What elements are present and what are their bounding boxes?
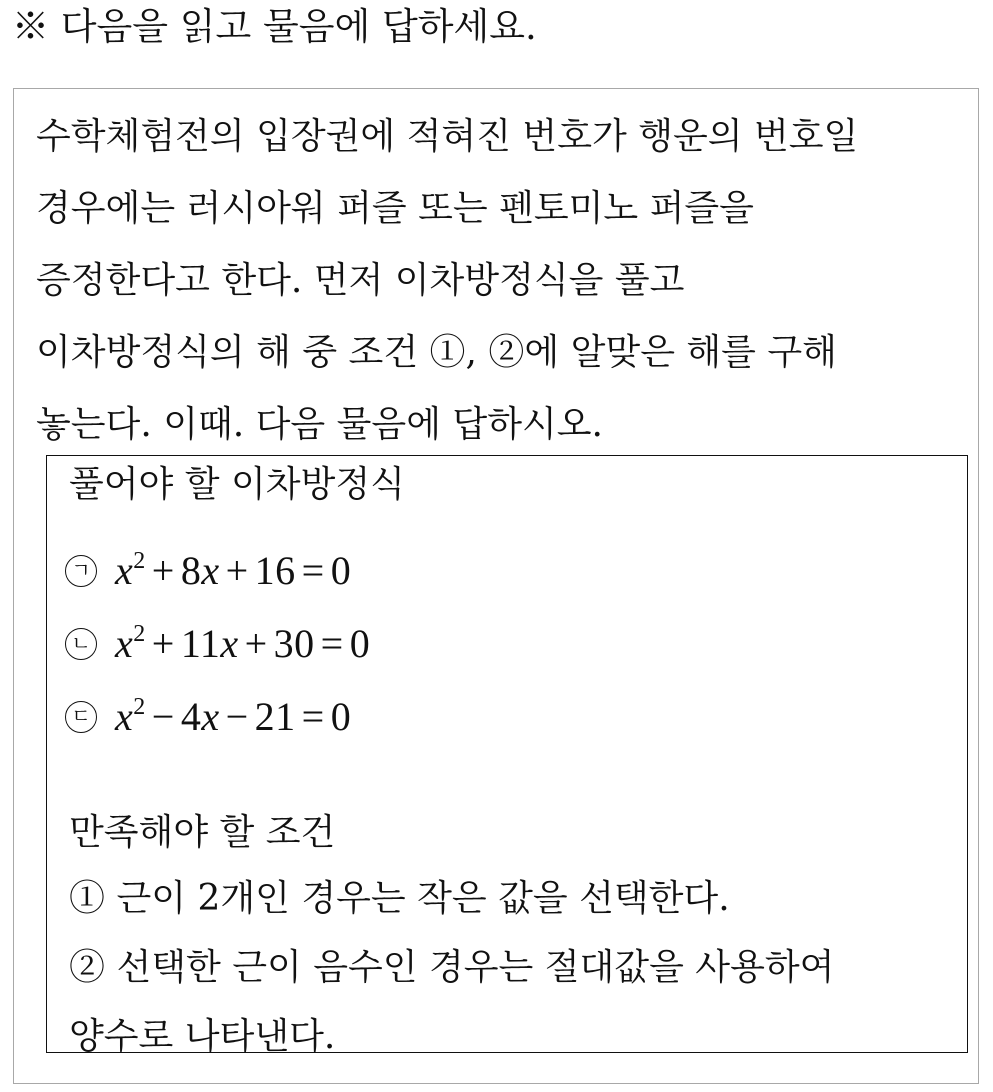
passage-line: 경우에는 러시아워 퍼즐 또는 펜토미노 퍼즐을 bbox=[36, 188, 754, 229]
equations-title: 풀어야 할 이차방정식 bbox=[69, 464, 405, 505]
passage-line: 놓는다. 이때. 다음 물음에 답하시오. bbox=[36, 404, 603, 445]
equation-item bbox=[65, 607, 370, 680]
equation: $x^2 + 11x + 30 = 0$ bbox=[115, 620, 371, 666]
passage-line: 수학체험전의 입장권에 적혀진 번호가 행운의 번호일 bbox=[36, 116, 859, 157]
condition-list bbox=[69, 874, 834, 1081]
conditions-title: 만족해야 할 조건 bbox=[69, 812, 336, 853]
equation: $x^2 + 8x + 16 = 0$ bbox=[115, 547, 352, 593]
passage-line: 증정한다고 한다. 먼저 이차방정식을 풀고 bbox=[36, 260, 685, 301]
problem-box bbox=[13, 88, 979, 1084]
equation: $x^2 - 4x - 21 = 0$ bbox=[115, 693, 352, 739]
condition-line: ① 근이 2개인 경우는 작은 값을 선택한다. bbox=[69, 878, 730, 919]
equation-list bbox=[65, 534, 370, 753]
equations-conditions-box bbox=[46, 455, 968, 1057]
passage-line: 이차방정식의 해 중 조건 ①, ②에 알맞은 해를 구해 bbox=[36, 332, 837, 373]
instruction-header: ※ 다음을 읽고 물음에 답하세요. bbox=[12, 5, 537, 48]
condition-line: ② 선택한 근이 음수인 경우는 절대값을 사용하여 bbox=[69, 947, 835, 988]
passage bbox=[36, 107, 858, 467]
equation-item bbox=[65, 680, 370, 753]
equation-item bbox=[65, 534, 370, 607]
circled-marker: ㄷ bbox=[65, 701, 97, 733]
circled-marker: ㄴ bbox=[65, 628, 97, 660]
condition-line: 양수로 나타낸다. bbox=[69, 1016, 336, 1057]
circled-marker: ㄱ bbox=[65, 555, 97, 587]
